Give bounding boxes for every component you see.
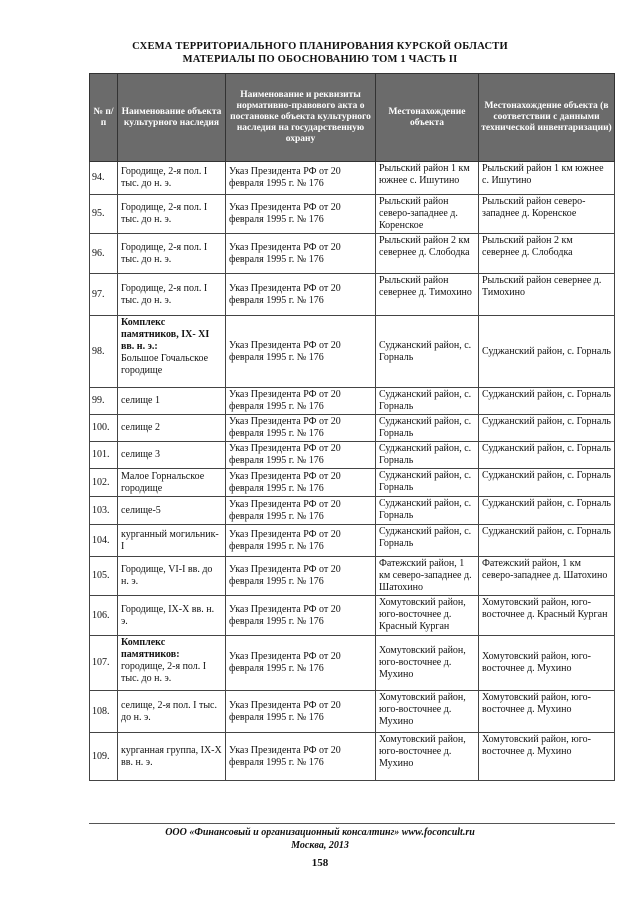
table-row bbox=[90, 596, 615, 636]
row-number: 100. bbox=[90, 415, 118, 442]
row-number: 97. bbox=[90, 274, 118, 316]
footer-divider bbox=[89, 823, 615, 824]
complex-title: Комплекс памятников: bbox=[121, 637, 180, 660]
object-location: Рыльский район северо-западнее д. Коренское bbox=[376, 195, 479, 234]
row-number: 103. bbox=[90, 497, 118, 525]
table-row bbox=[90, 691, 615, 733]
legal-act: Указ Президента РФ от 20 февраля 1995 г. № 176 bbox=[226, 316, 376, 388]
legal-act: Указ Президента РФ от 20 февраля 1995 г. № 176 bbox=[226, 388, 376, 415]
table-header bbox=[90, 74, 615, 162]
heritage-object-name bbox=[118, 557, 226, 596]
object-location-tech: Хомутовский район, юго-восточнее д. Мухино bbox=[479, 733, 615, 781]
page-number: 158 bbox=[311, 857, 329, 869]
heritage-object-name bbox=[118, 388, 226, 415]
footer-city-year: Москва, 2013 bbox=[291, 840, 349, 851]
row-number: 101. bbox=[90, 442, 118, 469]
object-location-tech: Суджанский район, с. Горналь bbox=[479, 415, 615, 442]
table-row bbox=[90, 234, 615, 274]
object-name-text: Большое Гочальское городище bbox=[121, 353, 209, 376]
object-location-tech: Суджанский район, с. Горналь bbox=[479, 388, 615, 415]
row-number: 107. bbox=[90, 636, 118, 691]
table-row bbox=[90, 415, 615, 442]
col-header-location: Местонахождение объекта bbox=[376, 74, 479, 162]
object-location-tech: Фатежский район, 1 км северо-западнее д. Шатохино bbox=[479, 557, 615, 596]
object-name-text: Городище, IX-X вв. н. э. bbox=[121, 603, 215, 627]
table-row bbox=[90, 557, 615, 596]
object-location: Хомутовский район, юго-восточнее д. Мухино bbox=[376, 733, 479, 781]
heritage-object-name bbox=[118, 234, 226, 274]
table-row bbox=[90, 274, 615, 316]
col-header-number: № п/п bbox=[90, 74, 118, 162]
heritage-object-name bbox=[118, 525, 226, 557]
legal-act: Указ Президента РФ от 20 февраля 1995 г. № 176 bbox=[226, 442, 376, 469]
heritage-object-name bbox=[118, 274, 226, 316]
heritage-object-name bbox=[118, 162, 226, 195]
heritage-object-name bbox=[118, 442, 226, 469]
object-name-text: селище 3 bbox=[121, 449, 160, 460]
row-number: 104. bbox=[90, 525, 118, 557]
legal-act: Указ Президента РФ от 20 февраля 1995 г. № 176 bbox=[226, 274, 376, 316]
object-location: Хомутовский район, юго-восточнее д. Красный Курган bbox=[376, 596, 479, 636]
object-name-text: курганная группа, IX-X вв. н. э. bbox=[121, 744, 222, 768]
col-header-act: Наименование и реквизиты нормативно-правового акта о постановке объекта культурного наследия на государственную охрану bbox=[226, 74, 376, 162]
legal-act: Указ Президента РФ от 20 февраля 1995 г. № 176 bbox=[226, 557, 376, 596]
table-row bbox=[90, 497, 615, 525]
table-row bbox=[90, 442, 615, 469]
row-number: 98. bbox=[90, 316, 118, 388]
object-location: Суджанский район, с. Горналь bbox=[376, 388, 479, 415]
row-number: 99. bbox=[90, 388, 118, 415]
row-number: 105. bbox=[90, 557, 118, 596]
col-header-location-tech: Местонахождение объекта (в соответствии с данными технической инвентаризации) bbox=[479, 74, 615, 162]
table-row bbox=[90, 525, 615, 557]
heritage-object-name bbox=[118, 469, 226, 497]
document-header bbox=[0, 40, 640, 66]
object-location-tech: Хомутовский район, юго-восточнее д. Красный Курган bbox=[479, 596, 615, 636]
legal-act: Указ Президента РФ от 20 февраля 1995 г. № 176 bbox=[226, 415, 376, 442]
row-number: 94. bbox=[90, 162, 118, 195]
complex-title: Комплекс памятников, IX- XI вв. н. э.: bbox=[121, 317, 210, 352]
object-location-tech: Суджанский район, с. Горналь bbox=[479, 469, 615, 497]
object-location: Суджанский район, с. Горналь bbox=[376, 469, 479, 497]
table-row bbox=[90, 195, 615, 234]
object-location-tech: Рыльский район севернее д. Тимохино bbox=[479, 274, 615, 316]
table-row bbox=[90, 162, 615, 195]
table-row bbox=[90, 733, 615, 781]
heritage-object-name bbox=[118, 195, 226, 234]
heritage-object-name bbox=[118, 596, 226, 636]
object-location: Хомутовский район, юго-восточнее д. Мухино bbox=[376, 636, 479, 691]
table-row bbox=[90, 316, 615, 388]
row-number: 109. bbox=[90, 733, 118, 781]
heritage-object-name bbox=[118, 691, 226, 733]
legal-act: Указ Президента РФ от 20 февраля 1995 г. № 176 bbox=[226, 733, 376, 781]
object-location-tech: Суджанский район, с. Горналь bbox=[479, 497, 615, 525]
col-header-name: Наименование объекта культурного наследия bbox=[118, 74, 226, 162]
object-location: Суджанский район, с. Горналь bbox=[376, 415, 479, 442]
heritage-object-name bbox=[118, 415, 226, 442]
heritage-object-name bbox=[118, 733, 226, 781]
legal-act: Указ Президента РФ от 20 февраля 1995 г. № 176 bbox=[226, 234, 376, 274]
row-number: 106. bbox=[90, 596, 118, 636]
document-footer bbox=[0, 826, 640, 852]
object-location: Рыльский район севернее д. Тимохино bbox=[376, 274, 479, 316]
table-row bbox=[90, 469, 615, 497]
object-location-tech: Суджанский район, с. Горналь bbox=[479, 442, 615, 469]
row-number: 95. bbox=[90, 195, 118, 234]
legal-act: Указ Президента РФ от 20 февраля 1995 г. № 176 bbox=[226, 195, 376, 234]
header-title: СХЕМА ТЕРРИТОРИАЛЬНОГО ПЛАНИРОВАНИЯ КУРСКОЙ ОБЛАСТИ bbox=[132, 41, 508, 52]
object-location: Суджанский район, с. Горналь bbox=[376, 497, 479, 525]
legal-act: Указ Президента РФ от 20 февраля 1995 г. № 176 bbox=[226, 525, 376, 557]
object-location-tech: Хомутовский район, юго-восточнее д. Мухино bbox=[479, 636, 615, 691]
object-location: Суджанский район, с. Горналь bbox=[376, 525, 479, 557]
object-name-text: городище, 2-я пол. I тыс. до н. э. bbox=[121, 661, 207, 684]
object-name-text: Городище, 2-я пол. I тыс. до н. э. bbox=[121, 241, 208, 265]
object-location: Суджанский район, с. Горналь bbox=[376, 442, 479, 469]
table-row bbox=[90, 388, 615, 415]
legal-act: Указ Президента РФ от 20 февраля 1995 г. № 176 bbox=[226, 162, 376, 195]
legal-act: Указ Президента РФ от 20 февраля 1995 г. № 176 bbox=[226, 596, 376, 636]
legal-act: Указ Президента РФ от 20 февраля 1995 г. № 176 bbox=[226, 469, 376, 497]
object-name-text: селище 2 bbox=[121, 422, 160, 433]
legal-act: Указ Президента РФ от 20 февраля 1995 г. № 176 bbox=[226, 691, 376, 733]
object-location: Рыльский район 2 км севернее д. Слободка bbox=[376, 234, 479, 274]
object-name-text: селище-5 bbox=[121, 504, 161, 516]
object-location-tech: Хомутовский район, юго-восточнее д. Мухино bbox=[479, 691, 615, 733]
object-name-text: Городище, 2-я пол. I тыс. до н. э. bbox=[121, 202, 208, 225]
object-name-text: Городище, 2-я пол. I тыс. до н. э. bbox=[121, 282, 208, 306]
object-location-tech: Рыльский район 1 км южнее с. Ишутино bbox=[479, 162, 615, 195]
object-location: Фатежский район, 1 км северо-западнее д. Шатохино bbox=[376, 557, 479, 596]
object-location-tech: Суджанский район, с. Горналь bbox=[479, 316, 615, 388]
heritage-object-name bbox=[118, 636, 226, 691]
footer-company: ООО «Финансовый и организационный консалтинг» www.foconcult.ru bbox=[165, 827, 475, 838]
object-location: Хомутовский район, юго-восточнее д. Мухино bbox=[376, 691, 479, 733]
heritage-object-name bbox=[118, 316, 226, 388]
heritage-table bbox=[89, 73, 615, 781]
object-name-text: Городище, VI-I вв. до н. э. bbox=[121, 564, 213, 587]
table-row bbox=[90, 636, 615, 691]
object-location-tech: Рыльский район северо-западнее д. Коренское bbox=[479, 195, 615, 234]
legal-act: Указ Президента РФ от 20 февраля 1995 г. № 176 bbox=[226, 636, 376, 691]
object-location-tech: Суджанский район, с. Горналь bbox=[479, 525, 615, 557]
row-number: 96. bbox=[90, 234, 118, 274]
row-number: 108. bbox=[90, 691, 118, 733]
object-name-text: Малое Горнальское городище bbox=[121, 470, 205, 494]
header-subtitle: МАТЕРИАЛЫ ПО ОБОСНОВАНИЮ ТОМ 1 ЧАСТЬ II bbox=[182, 54, 458, 65]
object-name-text: селище 1 bbox=[121, 395, 160, 406]
row-number: 102. bbox=[90, 469, 118, 497]
object-name-text: селище, 2-я пол. I тыс. до н. э. bbox=[121, 699, 217, 723]
legal-act: Указ Президента РФ от 20 февраля 1995 г. № 176 bbox=[226, 497, 376, 525]
object-location-tech: Рыльский район 2 км севернее д. Слободка bbox=[479, 234, 615, 274]
object-name-text: курганный могильник-I bbox=[121, 528, 219, 552]
object-location: Рыльский район 1 км южнее с. Ишутино bbox=[376, 162, 479, 195]
object-name-text: Городище, 2-я пол. I тыс. до н. э. bbox=[121, 166, 208, 189]
table-body bbox=[90, 162, 615, 781]
object-location: Суджанский район, с. Горналь bbox=[376, 316, 479, 388]
heritage-object-name bbox=[118, 497, 226, 525]
